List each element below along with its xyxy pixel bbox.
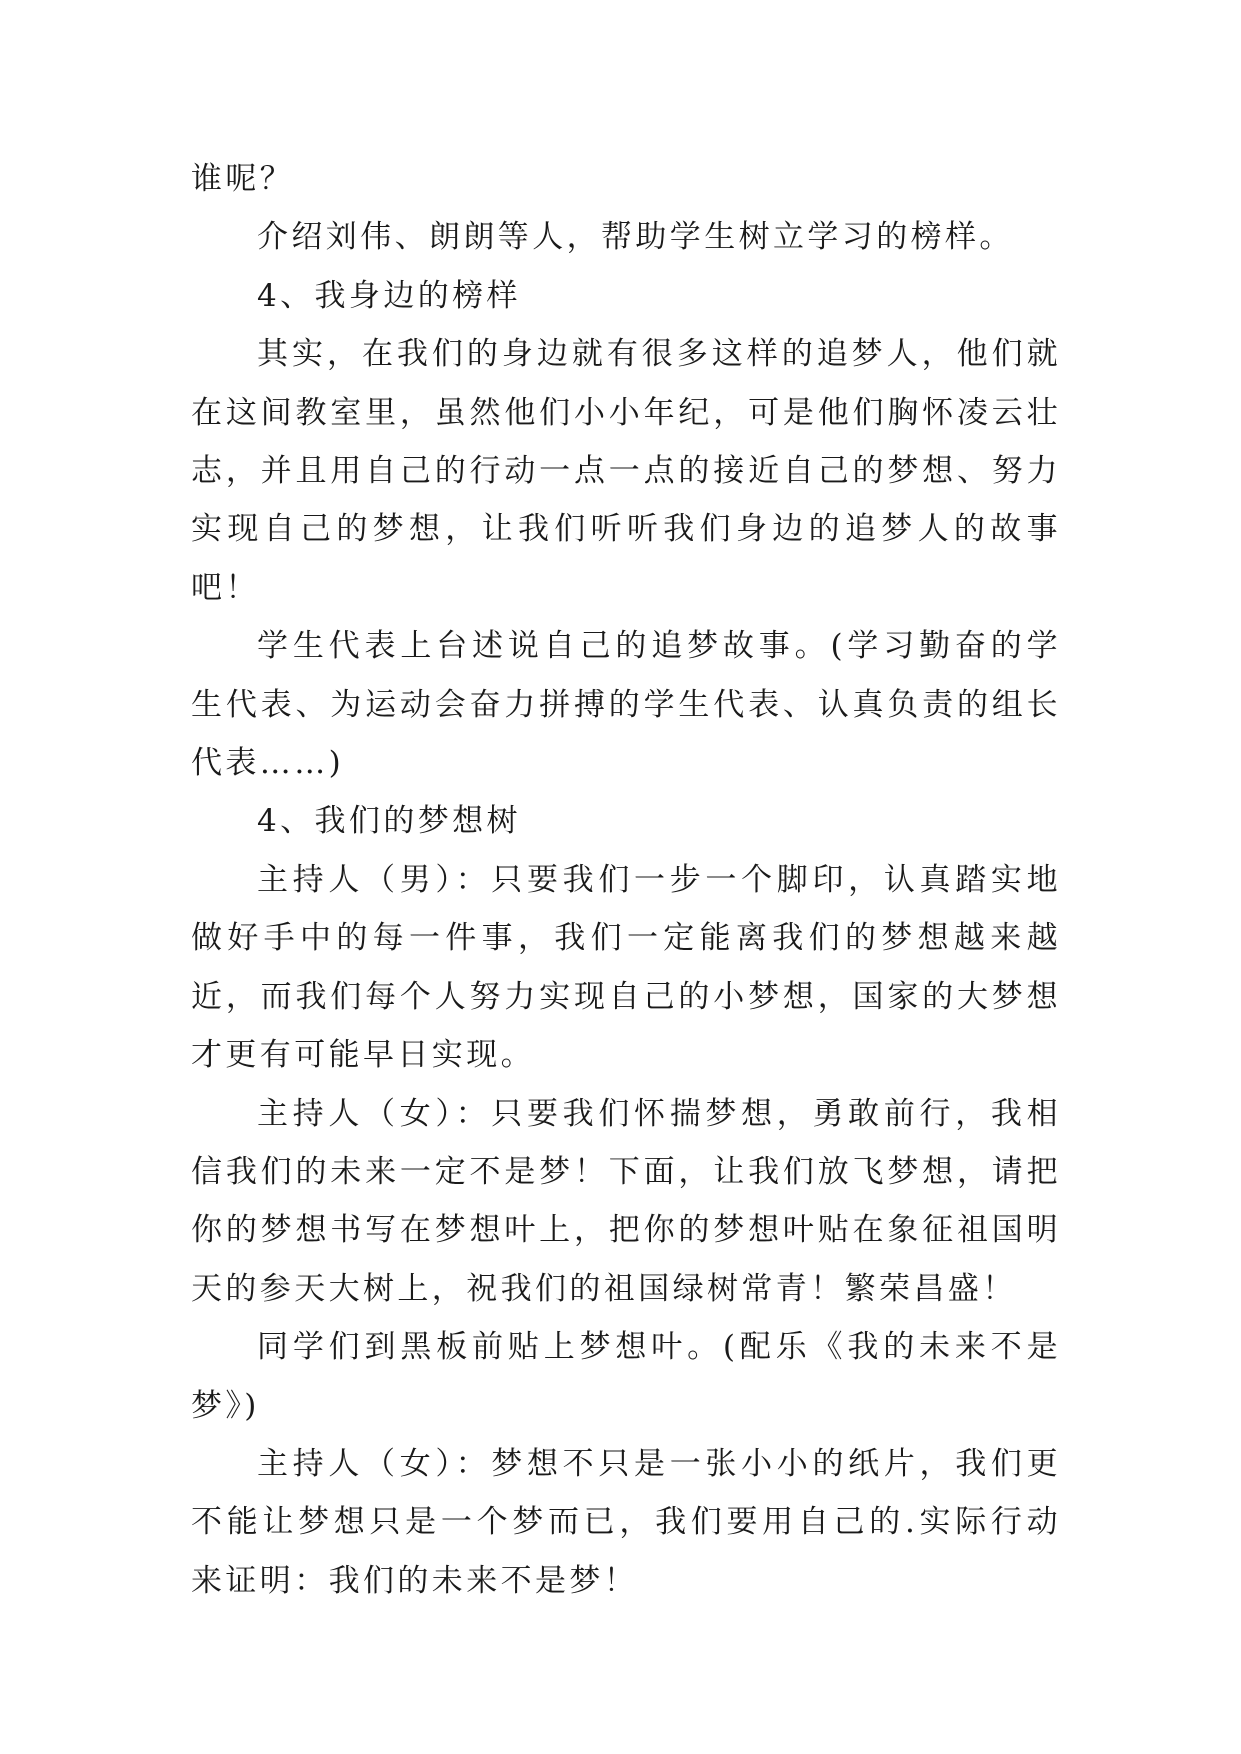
section-heading-role-models: 4、我身边的榜样 [257, 277, 521, 314]
paragraph-10: 主持人（女）：梦想不只是一张小小的纸片，我们更不能让梦想只是一个梦而已，我们要用自己的.实际行动来证明：我们的未来不是梦！ [191, 1445, 1061, 1599]
paragraph-4: 其实，在我们的身边就有很多这样的追梦人，他们就在这间教室里，虽然他们小小年纪，可是他们胸怀凌云壮志，并且用自己的行动一点一点的接近自己的梦想、努力实现自己的梦想，让我们听听我们身边的追梦人的故事吧！ [191, 336, 1061, 606]
section-heading-dream-tree: 4、我们的梦想树 [257, 803, 521, 840]
paragraph-1: 谁呢？ [191, 161, 295, 197]
paragraph-7: 主持人（男）：只要我们一步一个脚印，认真踏实地做好手中的每一件事，我们一定能离我们的梦想越来越近，而我们每个人努力实现自己的小梦想，国家的大梦想才更有可能早日实现。 [191, 861, 1061, 1074]
paragraph-5: 学生代表上台述说自己的追梦故事。(学习勤奋的学生代表、为运动会奋力拼搏的学生代表、认真负责的组长代表……) [191, 628, 1061, 782]
paragraph-9: 同学们到黑板前贴上梦想叶。(配乐《我的未来不是梦》) [191, 1329, 1061, 1424]
paragraph-8: 主持人（女）：只要我们怀揣梦想，勇敢前行，我相信我们的未来一定不是梦！下面，让我们放飞梦想，请把你的梦想书写在梦想叶上，把你的梦想叶贴在象征祖国明天的参天大树上，祝我们的祖国绿树常青！繁荣昌盛！ [191, 1095, 1061, 1307]
document-body [191, 150, 1061, 1610]
paragraph-2: 介绍刘伟、朗朗等人，帮助学生树立学习的榜样。 [257, 219, 1014, 256]
